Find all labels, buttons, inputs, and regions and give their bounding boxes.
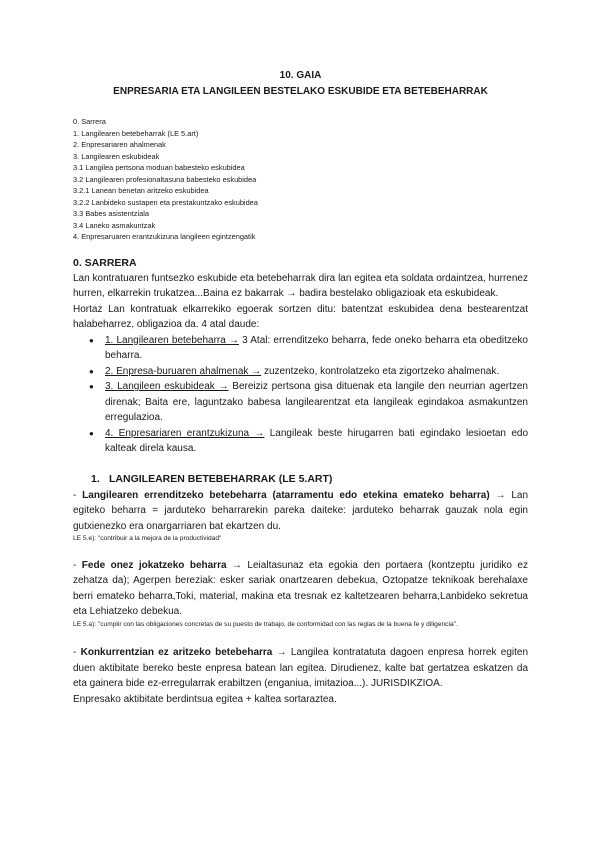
sarrera-paragraph: Lan kontratuaren funtsezko eskubide eta betebeharrak dira lan egitea eta soldata ordaintzea, hurrenez hurren, elkarrekin trukatzea...Baina ez bakarrak → badira bestelako obligazioak eta eskubideak. [73, 272, 528, 299]
page-subtitle: ENPRESARIA ETA LANGILEEN BESTELAKO ESKUBIDE ETA BETEBEHARRAK [113, 86, 488, 97]
bullet-text: Bereiziz pertsona gisa dituenak eta langile den neurrian agertzen direnak; Baita ere, laguntzako babesa langilearentzat eta langileak egindakoa asmakuntzen erregulazioa. [105, 381, 528, 423]
section-title: LANGILEAREN BETEBEHARRAK (LE 5.ART) [109, 472, 333, 485]
toc-item: 3.2.1 Lanean benetan aritzeko eskubidea [73, 186, 209, 195]
spacer [73, 544, 528, 558]
toc-item: 3.2.2 Lanbideko sustapen eta prestakuntzako eskubidea [73, 197, 258, 207]
table-of-contents [73, 116, 528, 243]
toc-item: 3.4 Laneko asmakuntzak [73, 220, 156, 230]
dash: - [73, 559, 82, 571]
item-bold-title: Konkurrentzian ez aritzeko betebeharra [80, 647, 273, 658]
bullet-text: zuzentzeko, kontrolatzeko eta zigortzeko ahalmenak. [261, 365, 500, 377]
dash: - [73, 489, 83, 501]
spacer [73, 629, 528, 645]
toc-item: 3. Langilearen eskubideak [73, 151, 160, 161]
sarrera-bullet-list [73, 333, 528, 457]
bullet-text: 3 Atal: errenditzeko beharra, fede oneko beharra eta obeditzeko beharra. [105, 334, 528, 361]
document-header [73, 70, 528, 97]
item-text: → Leialtasunaz eta egokia den portaera (kontzeptu juridiko ez zehatza da); Agerpen bereziak: esker sariak onartzearen debekua, Oztopatze teknikoak berehalaxe berri emateko beharra,Toki, material, makina eta tresnak ez kaltetzearen beharra,Lanbideko sekretua eta Lehiatzeko debekua. [73, 559, 528, 617]
list-item [105, 364, 528, 380]
bullet-text: Langileak beste hirugarren bati egindako lesioetan edo kalteak direla kausa. [105, 427, 528, 454]
list-item [105, 379, 528, 426]
item-bold-title: Langilearen errenditzeko betebeharra (atarramentu edo etekina emateko beharra) [82, 489, 490, 501]
item-extra: Enpresako aktibitate berdintsua egitea + kaltea sortaraztea. [73, 693, 337, 705]
toc-item: 3.1 Langilea pertsona moduan babesteko eskubidea [73, 163, 245, 172]
document-page [73, 70, 528, 707]
toc-item: 3.2 Langilearen profesionaltasuna babesteko eskubidea [73, 174, 257, 184]
item-bold-title: Fede onez jokatzeko beharra [81, 559, 227, 571]
bullet-link[interactable]: 3. Langileen eskubideak → [105, 381, 229, 392]
toc-item: 3.3 Babes asistentziala [73, 209, 150, 218]
list-item [105, 333, 528, 364]
page-title: 10. GAIA [279, 70, 322, 81]
item-paragraph [73, 488, 528, 535]
law-quote: LE 5.e): "contribuir a la mejora de la productividad" [73, 535, 222, 542]
bullet-link[interactable]: 1. Langilearen betebeharra → [105, 334, 239, 346]
toc-item: 4. Enpresaruaren erantzukizuna langileen egintzengatik [73, 232, 256, 241]
sarrera-paragraph: Hortaz Lan kontratuak elkarrekiko egoerak sortzen ditu: batentzat eskubidea dena bestearentzat halabeharrez, obligazioa da. 4 atal daude: [73, 303, 528, 330]
section1-heading [91, 473, 528, 485]
item-paragraph [73, 645, 528, 692]
bullet-link[interactable]: 2. Enpresa-buruaren ahalmenak → [105, 365, 262, 377]
item-paragraph [73, 558, 528, 620]
toc-item: 1. Langilearen betebeharrak (LE 5.art) [73, 128, 199, 138]
toc-item: 2. Enpresariaren ahalmenak [73, 140, 166, 149]
bullet-link[interactable]: 4. Enpresariaren erantzukizuna → [105, 427, 265, 439]
sarrera-heading: 0. SARRERA [73, 256, 137, 269]
dash: - [73, 647, 81, 658]
item-text: → Langilea kontratatuta dagoen enpresa horrek egiten duen aktibitate bereko beste enpresa batean lan egitea. Dirudienez, kalte bat gertatzea eskatzen da eta gainera bide ez-erregularrak erabiltzen (enganiua, imitazioa...). JURISDIKZIOA. [73, 647, 529, 689]
law-quote: LE 5.a): "cumplir con las obligaciones concretas de su puesto de trabajo, de conformidad con las reglas de la buena fe y diligencia". [73, 620, 458, 628]
list-item [105, 426, 528, 457]
section-number: 1. [91, 472, 100, 485]
item-text: → Lan egiteko beharra = jarduteko beharrarekin pareka daiteke: jarduteko beharrak gauzak nola egin gutxienezko era onargarriaren bat ekartzen du. [73, 489, 529, 532]
toc-item: 0. Sarrera [73, 117, 106, 126]
